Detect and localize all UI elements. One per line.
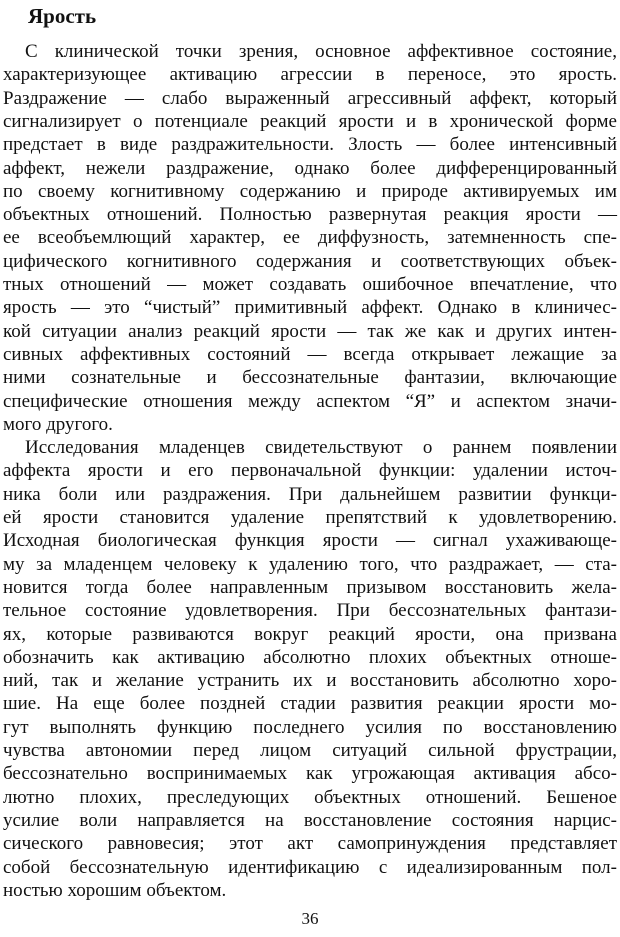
text-line: по своему когнитивному содержанию и природе активируемых им xyxy=(3,180,617,202)
text-line: ностью хорошим объектом. xyxy=(3,879,227,901)
text-line: ний, так и желание устранить их и восстановить абсолютно хоро- xyxy=(3,670,617,692)
text-line: объектных отношений. Полностью развернутая реакция ярости — xyxy=(3,204,617,226)
text-line: обозначить как активацию абсолютно плохих объектных отноше- xyxy=(3,646,617,668)
text-line: кой ситуации анализ реакций ярости — так же как и других интен- xyxy=(3,320,617,342)
text-line: шие. На еще более поздней стадии развития реакции ярости мо- xyxy=(3,693,617,715)
text-line: Раздражение — слабо выраженный агрессивный аффект, который xyxy=(3,87,617,109)
text-line: цифического когнитивного содержания и соответствующих объек- xyxy=(3,250,617,272)
text-line: ей ярости становится удаление препятствий к удовлетворению. xyxy=(3,507,617,528)
text-line: специфические отношения между аспектом “Я” и аспектом значи- xyxy=(3,390,617,412)
text-line: мого другого. xyxy=(3,413,113,435)
section-heading: Ярость xyxy=(28,4,97,28)
text-line: лютно плохих, преследующих объектных отношений. Бешеное xyxy=(3,786,617,808)
text-line: предстает в виде раздражительности. Злость — более интенсивный xyxy=(3,134,617,156)
text-line: усилие воли направляется на восстановление состояния нарцис- xyxy=(3,809,617,831)
text-line: С клинической точки зрения, основное аффективное состояние, xyxy=(25,41,617,62)
text-line: тельное состояние удовлетворения. При бессознательных фантази- xyxy=(3,600,617,622)
text-line: гут выполнять функцию последнего усилия по восстановлению xyxy=(3,716,617,738)
text-line: аффект, нежели раздражение, однако более дифференцированный xyxy=(3,157,617,179)
text-line: ярость — это “чистый” примитивный аффект. Однако в клиничес- xyxy=(3,297,617,319)
text-line: тных отношений — может создавать ошибочное впечатление, что xyxy=(3,274,617,295)
text-line: ника боли или раздражения. При дальнейшем развитии функци- xyxy=(3,483,617,505)
text-line: ее всеобъемлющий характер, ее диффузность, затемненность спе- xyxy=(3,227,617,249)
text-line: чувства автономии перед лицом ситуаций сильной фрустрации, xyxy=(3,740,617,761)
text-line: Исследования младенцев свидетельствуют о раннем появлении xyxy=(25,437,617,459)
text-line: сивных аффективных состояний — всегда открывает лежащие за xyxy=(3,343,617,365)
text-line: бессознательно воспринимаемых как угрожающая активация абсо- xyxy=(3,763,617,785)
text-line: ними сознательные и бессознательные фантазии, включающие xyxy=(3,367,617,389)
text-line: сического равновесия; этот акт самопринуждения представляет xyxy=(3,833,617,855)
text-line: собой бессознательную идентификацию с идеализированным пол- xyxy=(3,856,617,878)
text-line: Исходная биологическая функция ярости — сигнал ухаживающе- xyxy=(3,530,617,552)
text-line: сигнализирует о потенциале реакций ярости и в хронической форме xyxy=(3,110,617,132)
text-line: характеризующее активацию агрессии в переносе, это ярость. xyxy=(3,64,617,86)
text-line: ях, которые развиваются вокруг реакций ярости, она призвана xyxy=(3,623,617,645)
page-number: 36 xyxy=(301,909,319,928)
text-line: аффекта ярости и его первоначальной функции: удалении источ- xyxy=(3,460,617,482)
text-line: новится тогда более направленным призывом восстановить жела- xyxy=(3,576,617,598)
text-line: му за младенцем человеку к удалению того, что раздражает, — ста- xyxy=(3,553,617,575)
